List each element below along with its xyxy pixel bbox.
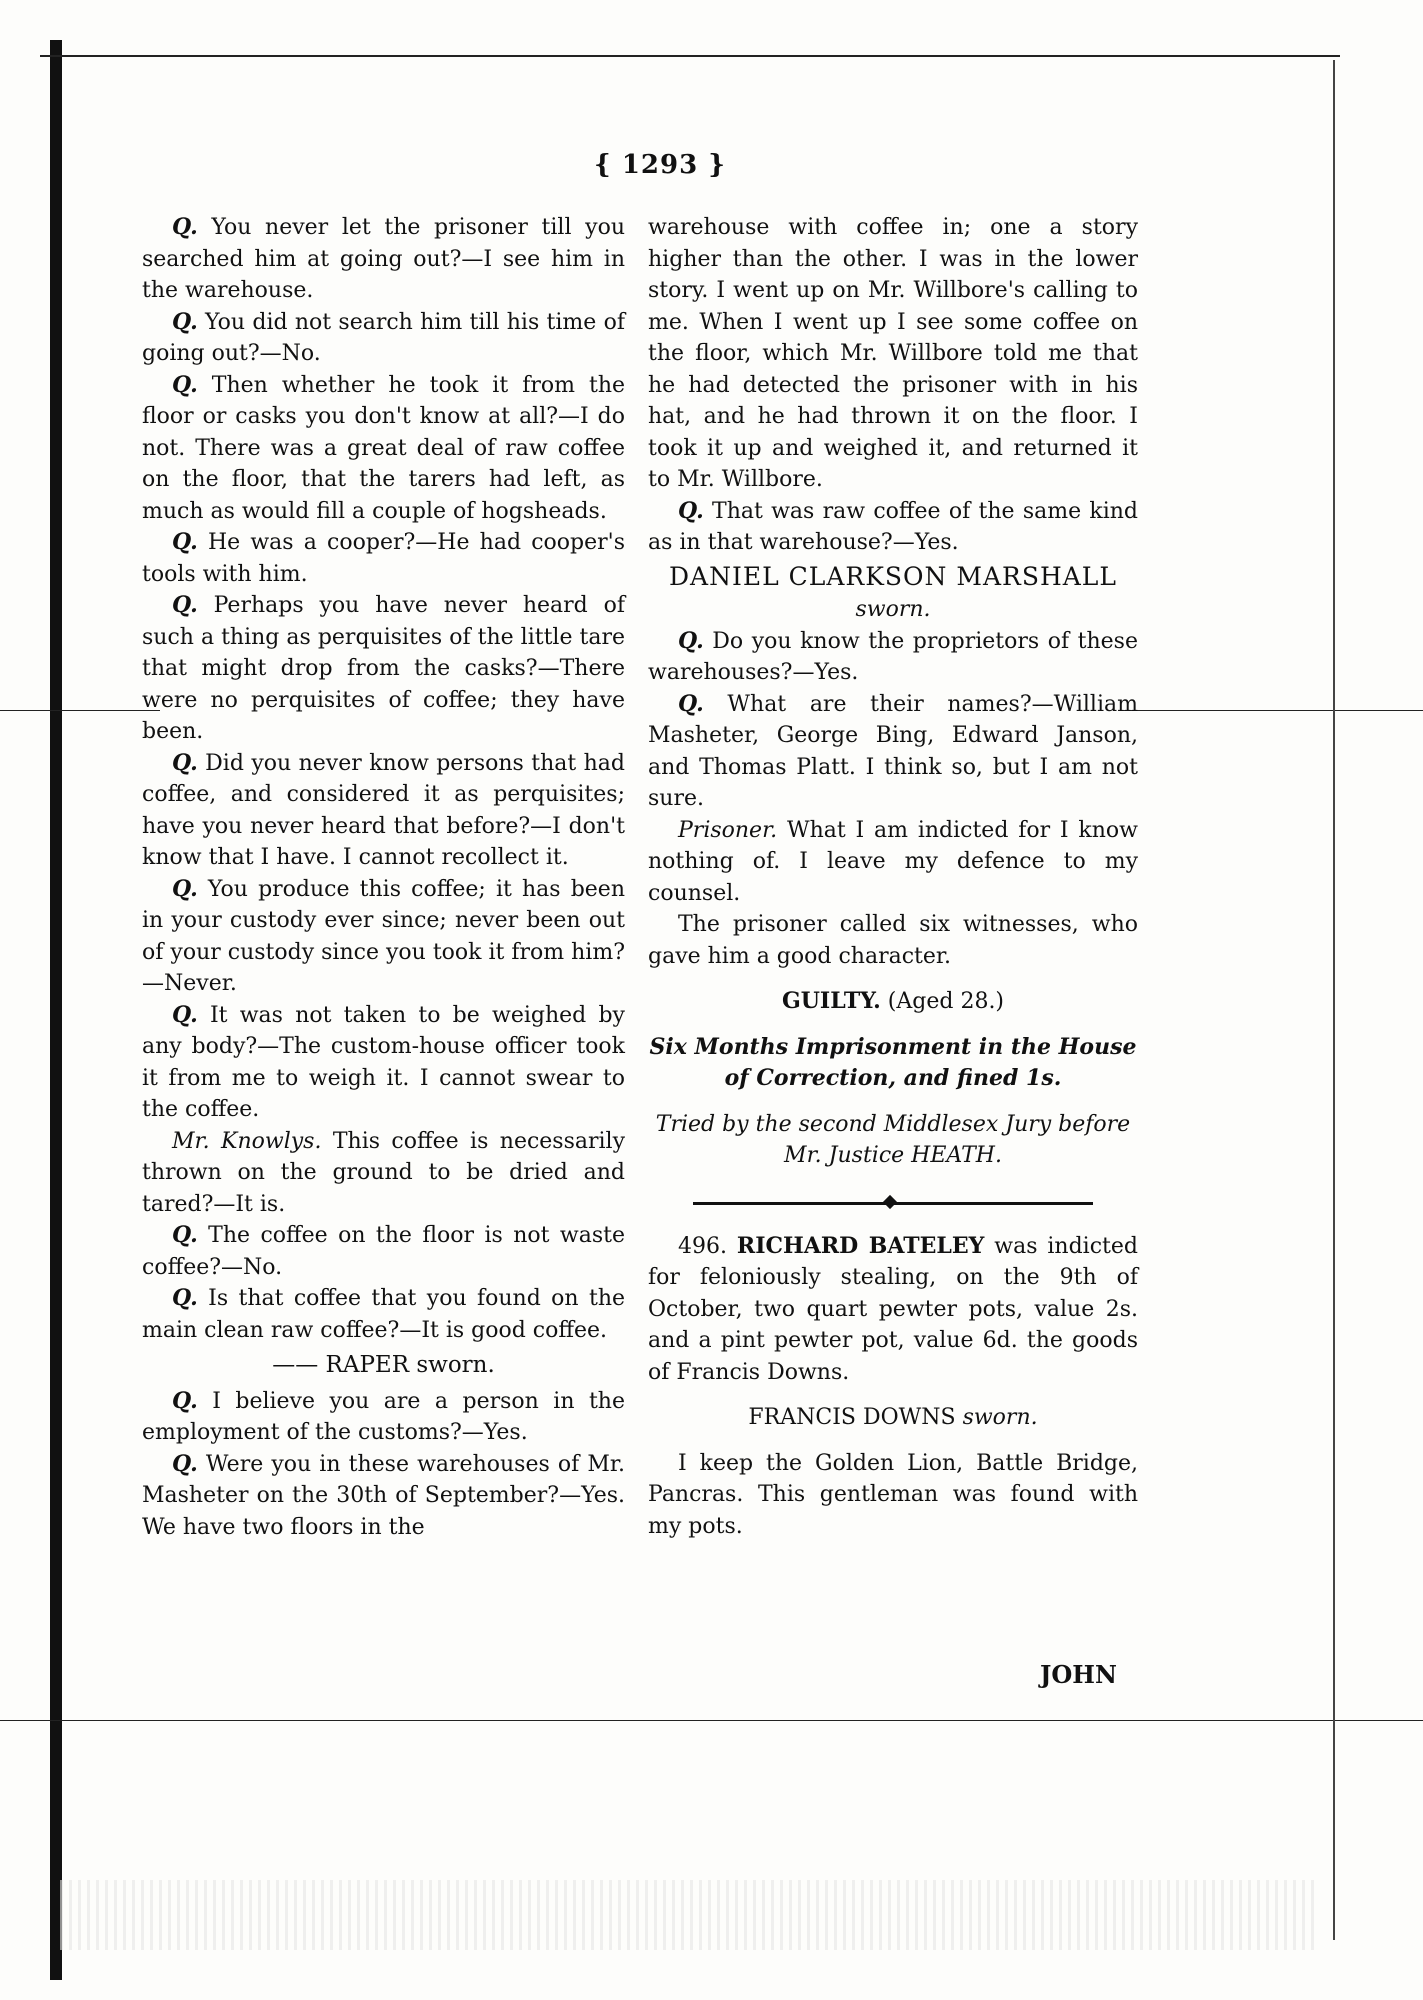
verdict-line (648, 986, 1138, 1018)
paragraph: Q. Perhaps you have never heard of such a thing as perquisites of the little tare that might drop from the casks?—There were no perquisites of coffee; they have been. (142, 592, 625, 744)
paragraph: Q. You produce this coffee; it has been in your custody ever since; never been out of your custody since you took it from him?—Never. (142, 875, 625, 996)
left-column (142, 212, 625, 1543)
paragraph: Q. He was a cooper?—He had cooper's tools with him. (142, 529, 626, 587)
paragraph: Q. I believe you are a person in the employment of the customs?—Yes. (142, 1387, 625, 1445)
paragraph: Q. Is that coffee that you found on the main clean raw coffee?—It is good coffee. (142, 1285, 626, 1343)
witness-heading: —— RAPER sworn. (272, 1352, 495, 1378)
case-paragraph: 496. RICHARD BATELEY was indicted for feloniously stealing, on the 9th of October, two quart pewter pots, value 2s. and a pint pewter pot, value 6d. the goods of Francis Downs. (648, 1232, 1138, 1385)
catchword: JOHN (1040, 1660, 1117, 1689)
scan-noise (60, 1880, 1320, 1950)
paragraph: Q. What are their names?—William Masheter, George Bing, Edward Janson, and Thomas Platt. I think so, but I am not sure. (648, 690, 1138, 811)
sworn-label: sworn. (855, 597, 931, 622)
paragraph: I keep the Golden Lion, Battle Bridge, Pancras. This gentleman was found with my pots. (648, 1450, 1138, 1539)
paragraph: Q. The coffee on the floor is not waste coffee?—No. (142, 1222, 625, 1280)
paragraph: Q. Were you in these warehouses of Mr. Masheter on the 30th of September?—Yes. We have two floors in the (142, 1450, 625, 1540)
paragraph: Q. You did not search him till his time of going out?—No. (142, 308, 625, 366)
margin-line-left (0, 710, 160, 711)
verdict-age: (Aged 28.) (887, 989, 1005, 1014)
section-divider (693, 1202, 1093, 1205)
witness-heading: DANIEL CLARKSON MARSHALL (668, 561, 1118, 591)
paragraph: warehouse with coffee in; one a story higher than the other. I was in the lower story. I went up on Mr. Willbore's calling to me. When I went up I see some coffee on the floor, which Mr. Willbore told me that he had detected the prisoner with in his hat, and he had thrown it on the floor. I took it up and weighed it, and returned it to Mr. Willbore. (648, 215, 1138, 492)
tried-line: Tried by the second Middlesex Jury before (655, 1111, 1131, 1137)
case-number: 496. (678, 1233, 727, 1259)
case-name: RICHARD BATELEY (736, 1232, 985, 1259)
judge-line: Mr. Justice HEATH. (784, 1143, 1002, 1168)
paragraph: Q. Do you know the proprietors of these warehouses?—Yes. (648, 627, 1138, 685)
right-column (648, 212, 1138, 1542)
right-edge-line (1333, 60, 1335, 1940)
binding-shadow (50, 40, 62, 1980)
paragraph: Q. Then whether he took it from the floor or casks you don't know at all?—I do not. There was a great deal of raw coffee on the floor, that the tarers had left, as much as would fill a couple of hogsheads. (142, 371, 626, 524)
paragraph: Prisoner. What I am indicted for I know nothing of. I leave my defence to my counsel. (648, 817, 1138, 906)
paragraph: Q. Did you never know persons that had coffee, and considered it as perquisites; have you never heard that before?—I don't know that I have. I cannot recollect it. (142, 749, 625, 870)
paragraph: Q. That was raw coffee of the same kind as in that warehouse?—Yes. (648, 497, 1138, 555)
bottom-rule (0, 1720, 1423, 1721)
margin-line-right (1120, 710, 1423, 711)
paragraph: Q. It was not taken to be weighed by any body?—The custom-house officer took it from me to weigh it. I cannot swear to the coffee. (142, 1001, 625, 1122)
paragraph: Q. You never let the prisoner till you searched him at going out?—I see him in the warehouse. (142, 214, 625, 303)
paragraph: Mr. Knowlys. This coffee is necessarily thrown on the ground to be dried and tared?—It is. (142, 1128, 626, 1217)
page-number: { 1293 } (594, 150, 726, 180)
paragraph: The prisoner called six witnesses, who gave him a good character. (648, 912, 1138, 969)
verdict: GUILTY. (781, 988, 881, 1014)
top-rule (40, 55, 1340, 57)
sentence: Six Months Imprisonment in the House of Correction, and fined 1s. (649, 1033, 1137, 1091)
witness-heading: FRANCIS DOWNS sworn. (748, 1405, 1038, 1430)
